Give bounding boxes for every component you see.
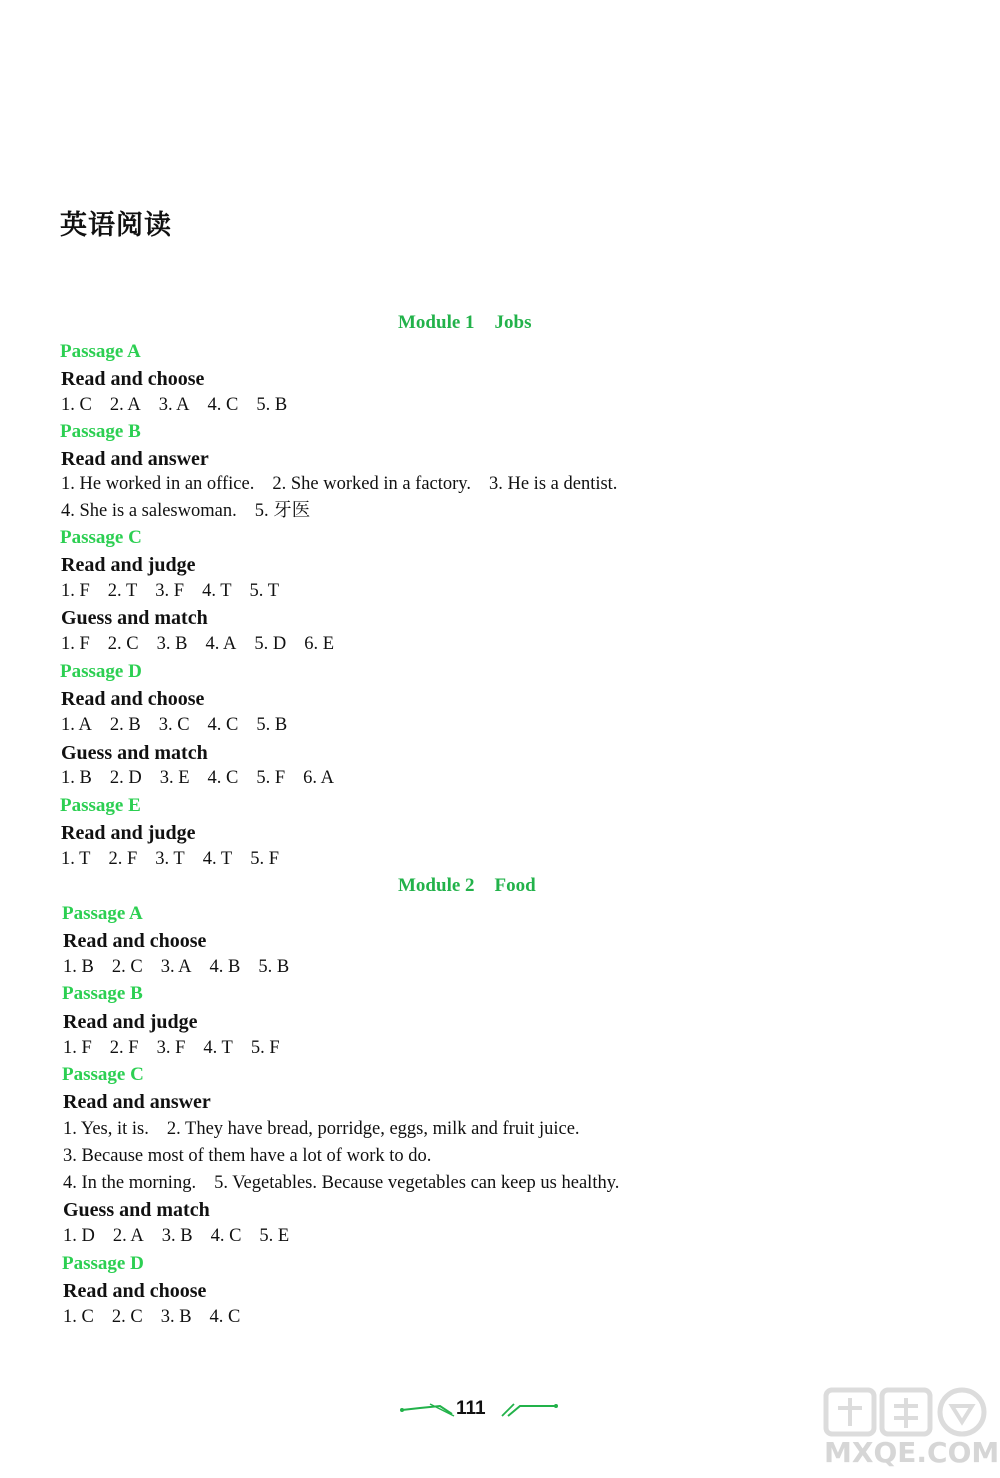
exercise-heading: Read and answer (63, 1091, 211, 1113)
answer-item: 4. In the morning. (63, 1173, 197, 1193)
answer-item: 1. B (63, 957, 94, 977)
answer-item: 2. A (109, 395, 141, 415)
answer-item: 5. F (250, 1038, 280, 1058)
answer-item: 3. F (156, 1038, 186, 1058)
page-title: 英语阅读 (60, 210, 172, 241)
answer-item: 3. T (155, 849, 185, 869)
answer-line (63, 1174, 619, 1193)
module-number: Module 1 (398, 312, 475, 333)
answer-item: 5. 牙医 (254, 501, 311, 521)
answer-item: 3. A (160, 957, 192, 977)
exercise-heading: Guess and match (61, 607, 208, 629)
answer-item: 4. T (202, 849, 233, 869)
answer-item: 3. B (156, 634, 188, 654)
passage-heading: Passage D (60, 661, 142, 682)
passage-heading: Passage B (62, 983, 143, 1004)
answer-item: 4. She is a saleswoman. (61, 501, 237, 521)
answer-line (63, 1227, 289, 1246)
passage-heading: Passage C (62, 1064, 144, 1085)
exercise-heading: Read and judge (61, 554, 196, 576)
answer-item: 1. Yes, it is. (63, 1119, 149, 1139)
answer-item: 3. E (159, 768, 190, 788)
passage-heading: Passage A (60, 341, 141, 362)
answer-item: 4. C (209, 1307, 241, 1327)
module-number: Module 2 (398, 875, 475, 896)
watermark (820, 1384, 1000, 1474)
module-heading (398, 876, 536, 895)
watermark-url: MXQE.COM (824, 1436, 1000, 1469)
answer-item: 1. F (61, 581, 90, 601)
answer-item: 5. D (254, 634, 287, 654)
answer-item: 1. B (61, 768, 92, 788)
answer-item: 2. D (109, 768, 142, 788)
answer-item: 2. They have bread, porridge, eggs, milk and fruit juice. (166, 1119, 580, 1139)
answer-line (63, 1039, 280, 1058)
footer-left-ornament (400, 1396, 456, 1422)
exercise-heading: Read and choose (61, 688, 205, 710)
answer-line (63, 1147, 431, 1166)
answer-item: 5. Vegetables. Because vegetables can keep us healthy. (214, 1173, 620, 1193)
exercise-heading: Read and judge (61, 822, 196, 844)
answer-item: 1. C (63, 1307, 94, 1327)
exercise-heading: Guess and match (61, 742, 208, 764)
answer-line (61, 769, 334, 788)
answer-item: 2. She worked in a factory. (272, 474, 471, 494)
answer-item: 1. F (63, 1038, 92, 1058)
answer-item: 1. D (63, 1226, 95, 1246)
exercise-heading: Read and choose (61, 368, 205, 390)
module-heading (398, 313, 532, 332)
exercise-heading: Read and choose (63, 930, 207, 952)
answer-item: 5. F (250, 849, 279, 869)
answer-item: 1. A (61, 715, 92, 735)
answer-item: 2. B (109, 715, 141, 735)
answer-item: 2. T (107, 581, 138, 601)
answer-item: 2. F (109, 1038, 139, 1058)
watermark-logo-icon (820, 1384, 995, 1439)
page-footer (400, 1396, 560, 1422)
answer-item: 5. B (258, 957, 290, 977)
answer-item: 1. F (61, 634, 90, 654)
passage-heading: Passage E (60, 795, 141, 816)
answer-line (61, 716, 287, 735)
answer-item: 4. T (203, 1038, 233, 1058)
passage-heading: Passage A (62, 903, 143, 924)
answer-item: 3. A (158, 395, 190, 415)
answer-line (63, 1308, 240, 1327)
answer-item: 1. He worked in an office. (61, 474, 255, 494)
answer-item: 3. C (158, 715, 190, 735)
answer-item: 6. E (304, 634, 335, 654)
answer-item: 2. C (111, 1307, 143, 1327)
passage-heading: Passage D (62, 1253, 144, 1274)
exercise-heading: Read and answer (61, 448, 209, 470)
answer-line (61, 475, 617, 494)
passage-heading: Passage C (60, 527, 142, 548)
page-number: 111 (456, 1398, 486, 1419)
answer-item: 1. C (61, 395, 92, 415)
answer-item: 3. B (160, 1307, 192, 1327)
answer-item: 5. F (256, 768, 286, 788)
exercise-heading: Read and judge (63, 1011, 198, 1033)
answer-item: 4. C (207, 768, 239, 788)
answer-item: 4. T (202, 581, 232, 601)
answer-line (63, 1120, 580, 1139)
exercise-heading: Read and choose (63, 1280, 207, 1302)
answer-item: 2. A (112, 1226, 144, 1246)
answer-line (61, 502, 310, 521)
answer-item: 4. C (207, 395, 239, 415)
module-name: Food (494, 875, 536, 896)
answer-line (63, 958, 289, 977)
footer-right-ornament (498, 1396, 558, 1422)
answer-item: 4. A (205, 634, 237, 654)
answer-item: 5. B (256, 395, 288, 415)
answer-item: 3. F (155, 581, 185, 601)
answer-item: 3. Because most of them have a lot of work to do. (63, 1146, 432, 1166)
passage-heading: Passage B (60, 421, 141, 442)
answer-line (61, 396, 287, 415)
answer-item: 2. F (108, 849, 138, 869)
answer-item: 6. A (303, 768, 335, 788)
answer-item: 5. T (249, 581, 279, 601)
answer-line (61, 850, 279, 869)
answer-item: 3. He is a dentist. (488, 474, 618, 494)
answer-line (61, 635, 334, 654)
answer-item: 5. E (259, 1226, 290, 1246)
answer-item: 4. C (207, 715, 239, 735)
answer-item: 3. B (161, 1226, 193, 1246)
answer-item: 1. T (61, 849, 91, 869)
answer-item: 4. C (210, 1226, 242, 1246)
exercise-heading: Guess and match (63, 1199, 210, 1221)
answer-line (61, 582, 279, 601)
answer-item: 2. C (111, 957, 143, 977)
module-name: Jobs (494, 312, 532, 333)
answer-item: 2. C (107, 634, 139, 654)
answer-item: 4. B (209, 957, 241, 977)
answer-item: 5. B (256, 715, 288, 735)
